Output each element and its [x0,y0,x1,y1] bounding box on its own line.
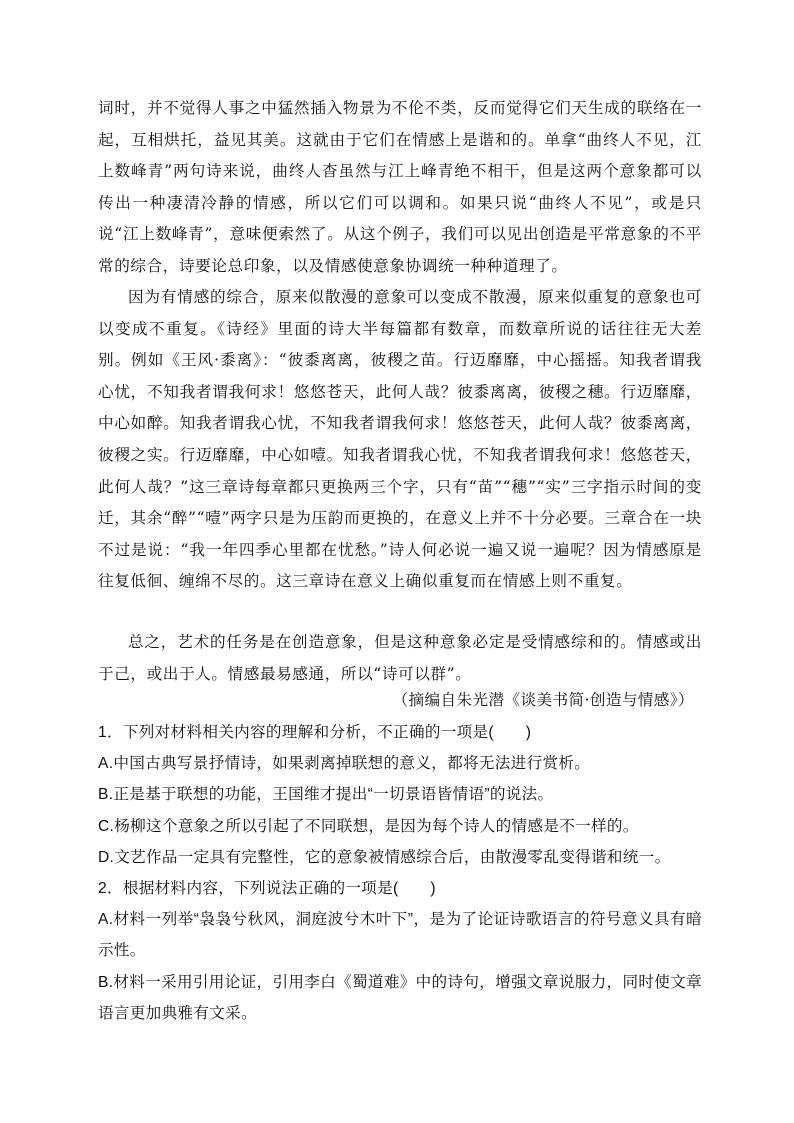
question-2 [98,873,702,1029]
question-1-option-d: D.文艺作品一定具有完整性，它的意象被情感综合后，由散漫零乱变得谐和统一。 [98,848,671,866]
question-1-option-a: A.中国古典写景抒情诗，如果剥离掉联想的意义，都将无法进行赏析。 [98,755,591,773]
question-2-stem: 2．根据材料内容，下列说法正确的一项是( ) [98,880,436,897]
question-1-option-b: B.正是基于联想的功能，王国维才提出“一切景语皆情语”的说法。 [98,786,554,804]
question-1-stem: 1．下列对材料相关内容的理解和分析，不正确的一项是( ) [98,724,532,741]
article-paragraph-3: 总之，艺术的任务是在创造意象，但是这种意象必定是受情感综和的。情感或出于己，或出于人。情感最易感通，所以“诗可以群”。 [98,633,702,683]
article-source-citation: （摘编自朱光潜《谈美书简·创造与情感》） [392,691,694,709]
question-2-option-b: B.材料一采用引用论证，引用李白《蜀道难》中的诗句，增强文章说服力，同时使文章语言更加典雅有文采。 [98,973,702,1022]
article-paragraph-1: 词时，并不觉得人事之中猛然插入物景为不伦不类，反而觉得它们天生成的联络在一起，互相烘托，益见其美。这就由于它们在情感上是谐和的。单拿“曲终人不见，江上数峰青”两句诗来说，曲终人杳虽然与江上峰青绝不相干，但是这两个意象都可以传出一种凄清冷静的情感，所以它们可以调和。如果只说“曲终人不见”，或是只说“江上数峰青”，意味便索然了。从这个例子，我们可以见出创造是平常意象的不平常的综合，诗要论总印象，以及情感使意象协调统一种种道理了。 [98,99,702,275]
question-1 [98,717,702,873]
question-1-option-c: C.杨柳这个意象之所以引起了不同联想，是因为每个诗人的情感是不一样的。 [98,817,639,835]
question-2-option-a: A.材料一列举“袅袅兮秋风，洞庭波兮木叶下”，是为了论证诗歌语言的符号意义具有暗示性。 [98,911,702,960]
article-paragraph-2: 因为有情感的综合，原来似散漫的意象可以变成不散漫，原来似重复的意象也可以变成不重复。《诗经》里面的诗大半每篇都有数章，而数章所说的话往往无大差别。例如《王风·黍离》：“彼黍离离，彼稷之苗。行迈靡靡，中心摇摇。知我者谓我心忧，不知我者谓我何求！悠悠苍天，此何人哉？彼黍离离，彼稷之穗。行迈靡靡，中心如醉。知我者谓我心忧，不知我者谓我何求！悠悠苍天，此何人哉？彼黍离离，彼稷之实。行迈靡靡，中心如噎。知我者谓我心忧，不知我者谓我何求！悠悠苍天，此何人哉？”这三章诗每章都只更换两三个字，只有“苗”“穗”“实”三字指示时间的变迁，其余“醉”“噎”两字只是为压韵而更换的，在意义上并不十分必要。三章合在一块不过是说：“我一年四季心里都在忧愁。”诗人何必说一遍又说一遍呢？因为情感原是往复低徊、缠绵不尽的。这三章诗在意义上确似重复而在情感上则不重复。 [98,288,702,591]
